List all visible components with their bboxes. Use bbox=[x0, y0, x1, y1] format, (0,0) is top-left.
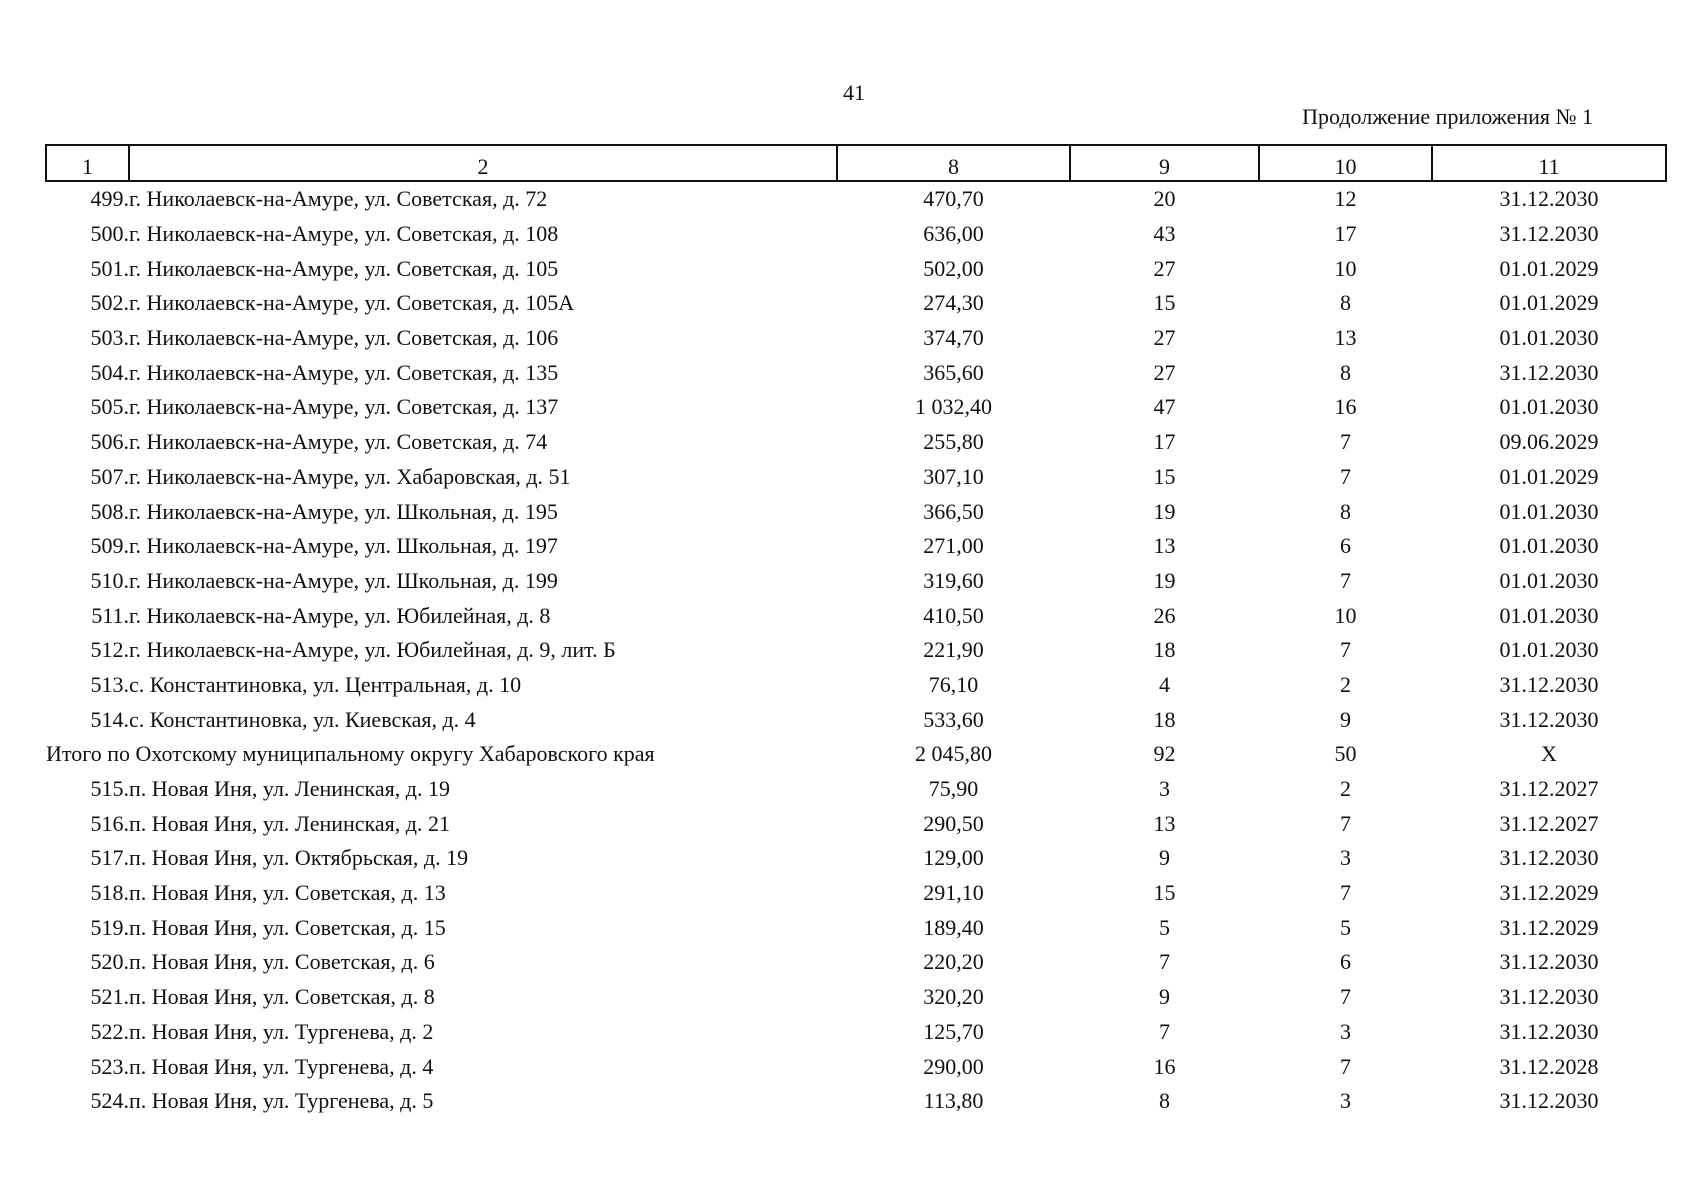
cell-date: 31.12.2030 bbox=[1499, 1018, 1599, 1044]
cell-col10: 7 bbox=[1340, 567, 1351, 593]
cell-date: 31.12.2030 bbox=[1499, 186, 1599, 212]
cell-area: 290,50 bbox=[923, 810, 984, 836]
cell-col10: 7 bbox=[1340, 810, 1351, 836]
row-number: 517. bbox=[90, 845, 129, 871]
table-row bbox=[46, 1015, 1666, 1050]
cell-col10: 8 bbox=[1340, 290, 1351, 316]
table-row bbox=[46, 286, 1666, 321]
cell-col10: 3 bbox=[1340, 1018, 1351, 1044]
cell-col10: 50 bbox=[1334, 741, 1357, 767]
cell-date: 31.12.2027 bbox=[1499, 810, 1599, 836]
cell-area: 533,60 bbox=[923, 706, 984, 732]
cell-area: 274,30 bbox=[923, 290, 984, 316]
column-header-1: 1 bbox=[46, 145, 129, 181]
cell-date: 01.01.2030 bbox=[1499, 325, 1599, 351]
table-row bbox=[46, 1049, 1666, 1084]
page-number: 41 bbox=[843, 80, 865, 105]
cell-area: 320,20 bbox=[923, 984, 984, 1010]
table-row bbox=[46, 702, 1666, 737]
table-row bbox=[46, 633, 1666, 668]
row-number: 505. bbox=[90, 394, 129, 420]
cell-area: 129,00 bbox=[923, 845, 984, 871]
cell-area: 125,70 bbox=[923, 1018, 984, 1044]
cell-area: 290,00 bbox=[923, 1053, 984, 1079]
row-address: п. Новая Иня, ул. Советская, д. 8 bbox=[129, 984, 435, 1010]
cell-col9: 18 bbox=[1153, 637, 1176, 663]
table-row bbox=[46, 390, 1666, 425]
cell-col10: 7 bbox=[1340, 880, 1351, 906]
cell-col10: 9 bbox=[1340, 706, 1351, 732]
row-number: 522. bbox=[90, 1018, 129, 1044]
cell-date: 09.06.2029 bbox=[1499, 429, 1599, 455]
cell-col9: 43 bbox=[1153, 221, 1176, 247]
appendix-note: Продолжение приложения № 1 bbox=[1302, 104, 1593, 129]
cell-col10: 10 bbox=[1334, 255, 1357, 281]
row-number: 512. bbox=[90, 637, 129, 663]
header-row bbox=[46, 145, 1666, 181]
cell-date: 01.01.2030 bbox=[1499, 533, 1599, 559]
cell-col9: 9 bbox=[1159, 845, 1170, 871]
cell-col10: 6 bbox=[1340, 533, 1351, 559]
table-row bbox=[46, 460, 1666, 495]
row-address: с. Константиновка, ул. Центральная, д. 10 bbox=[129, 671, 522, 697]
cell-date: 31.12.2027 bbox=[1499, 776, 1599, 802]
cell-col9: 92 bbox=[1153, 741, 1176, 767]
cell-date: 01.01.2030 bbox=[1499, 498, 1599, 524]
cell-date: 31.12.2029 bbox=[1499, 914, 1599, 940]
row-address: п. Новая Иня, ул. Советская, д. 15 bbox=[129, 914, 446, 940]
table-header bbox=[46, 145, 1666, 181]
table-row bbox=[46, 425, 1666, 460]
column-header-11: 11 bbox=[1432, 145, 1666, 181]
row-number: 515. bbox=[90, 776, 129, 802]
row-address: г. Николаевск-на-Амуре, ул. Советская, д. 135 bbox=[129, 359, 559, 385]
cell-col9: 5 bbox=[1159, 914, 1170, 940]
cell-col10: 8 bbox=[1340, 498, 1351, 524]
row-number: 511. bbox=[91, 602, 129, 628]
row-address: г. Николаевск-на-Амуре, ул. Юбилейная, д. 9, лит. Б bbox=[129, 637, 616, 663]
table-row bbox=[46, 772, 1666, 807]
cell-col9: 27 bbox=[1153, 255, 1176, 281]
cell-col10: 6 bbox=[1340, 949, 1351, 975]
cell-area: 113,80 bbox=[923, 1088, 984, 1114]
row-number: 514. bbox=[90, 706, 129, 732]
cell-date: 01.01.2029 bbox=[1499, 290, 1599, 316]
table-row bbox=[46, 910, 1666, 945]
row-number: 510. bbox=[90, 567, 129, 593]
cell-date: 31.12.2030 bbox=[1499, 949, 1599, 975]
row-number: 521. bbox=[90, 984, 129, 1010]
cell-date: 31.12.2030 bbox=[1499, 1088, 1599, 1114]
row-number: 518. bbox=[90, 880, 129, 906]
cell-date: 01.01.2030 bbox=[1499, 602, 1599, 628]
table-row bbox=[46, 529, 1666, 564]
cell-area: 76,10 bbox=[928, 671, 979, 697]
cell-col9: 4 bbox=[1159, 671, 1170, 697]
row-number: 502. bbox=[90, 290, 129, 316]
cell-date: X bbox=[1541, 741, 1557, 767]
cell-area: 220,20 bbox=[923, 949, 984, 975]
cell-col9: 19 bbox=[1153, 498, 1176, 524]
cell-date: 31.12.2030 bbox=[1499, 706, 1599, 732]
cell-col10: 12 bbox=[1334, 186, 1357, 212]
cell-col9: 19 bbox=[1153, 567, 1176, 593]
row-address: г. Николаевск-на-Амуре, ул. Школьная, д. 197 bbox=[129, 533, 558, 559]
cell-col10: 13 bbox=[1334, 325, 1357, 351]
row-number: 501. bbox=[90, 255, 129, 281]
table-row bbox=[46, 494, 1666, 529]
cell-area: 189,40 bbox=[923, 914, 984, 940]
cell-area: 470,70 bbox=[923, 186, 984, 212]
cell-area: 291,10 bbox=[923, 880, 984, 906]
column-header-8: 8 bbox=[837, 145, 1070, 181]
row-address: с. Константиновка, ул. Киевская, д. 4 bbox=[129, 706, 476, 732]
cell-col9: 3 bbox=[1159, 776, 1170, 802]
cell-col9: 7 bbox=[1159, 1018, 1170, 1044]
row-number: 519. bbox=[90, 914, 129, 940]
row-number: 513. bbox=[90, 671, 129, 697]
cell-col10: 10 bbox=[1334, 602, 1357, 628]
cell-col10: 17 bbox=[1334, 221, 1357, 247]
cell-col9: 8 bbox=[1159, 1088, 1170, 1114]
cell-area: 366,50 bbox=[923, 498, 984, 524]
row-number: 523. bbox=[90, 1053, 129, 1079]
table-row bbox=[46, 564, 1666, 599]
cell-date: 01.01.2029 bbox=[1499, 463, 1599, 489]
column-header-10: 10 bbox=[1259, 145, 1432, 181]
cell-col10: 8 bbox=[1340, 359, 1351, 385]
row-number: 499. bbox=[90, 186, 129, 212]
column-header-2: 2 bbox=[129, 145, 837, 181]
row-address: г. Николаевск-на-Амуре, ул. Хабаровская, д. 51 bbox=[129, 463, 571, 489]
row-number: 504. bbox=[90, 359, 129, 385]
cell-area: 374,70 bbox=[923, 325, 984, 351]
cell-area: 75,90 bbox=[928, 776, 979, 802]
cell-col9: 16 bbox=[1153, 1053, 1176, 1079]
row-address: г. Николаевск-на-Амуре, ул. Советская, д. 72 bbox=[129, 186, 548, 212]
cell-col9: 18 bbox=[1153, 706, 1176, 732]
cell-date: 31.12.2030 bbox=[1499, 359, 1599, 385]
row-address: г. Николаевск-на-Амуре, ул. Юбилейная, д. 8 bbox=[129, 602, 551, 628]
table-row bbox=[46, 668, 1666, 703]
cell-col10: 7 bbox=[1340, 637, 1351, 663]
cell-col10: 7 bbox=[1340, 984, 1351, 1010]
cell-col9: 7 bbox=[1159, 949, 1170, 975]
table-row bbox=[46, 598, 1666, 633]
table-row bbox=[46, 251, 1666, 286]
cell-col10: 7 bbox=[1340, 1053, 1351, 1079]
cell-col9: 20 bbox=[1153, 186, 1176, 212]
row-address: г. Николаевск-на-Амуре, ул. Советская, д. 137 bbox=[129, 394, 559, 420]
cell-col10: 3 bbox=[1340, 845, 1351, 871]
table-row bbox=[46, 181, 1666, 217]
cell-area: 307,10 bbox=[923, 463, 984, 489]
row-address: п. Новая Иня, ул. Ленинская, д. 21 bbox=[129, 810, 450, 836]
row-address: г. Николаевск-на-Амуре, ул. Советская, д. 106 bbox=[129, 325, 559, 351]
cell-date: 01.01.2030 bbox=[1499, 637, 1599, 663]
row-number: 520. bbox=[90, 949, 129, 975]
table-row bbox=[46, 806, 1666, 841]
cell-area: 2 045,80 bbox=[915, 741, 992, 767]
cell-col9: 26 bbox=[1153, 602, 1176, 628]
cell-date: 31.12.2030 bbox=[1499, 671, 1599, 697]
row-number: 507. bbox=[90, 463, 129, 489]
total-label: Итого по Охотскому муниципальному округу Хабаровского края bbox=[46, 741, 655, 767]
cell-col10: 2 bbox=[1340, 671, 1351, 697]
cell-col9: 15 bbox=[1153, 880, 1176, 906]
cell-date: 01.01.2030 bbox=[1499, 394, 1599, 420]
column-header-9: 9 bbox=[1070, 145, 1259, 181]
cell-date: 31.12.2030 bbox=[1499, 221, 1599, 247]
cell-area: 271,00 bbox=[923, 533, 984, 559]
cell-col10: 7 bbox=[1340, 429, 1351, 455]
row-address: п. Новая Иня, ул. Советская, д. 6 bbox=[129, 949, 435, 975]
cell-area: 410,50 bbox=[923, 602, 984, 628]
cell-col9: 13 bbox=[1153, 533, 1176, 559]
cell-col9: 15 bbox=[1153, 463, 1176, 489]
table-row bbox=[46, 355, 1666, 390]
cell-col9: 15 bbox=[1153, 290, 1176, 316]
cell-area: 319,60 bbox=[923, 567, 984, 593]
row-number: 506. bbox=[90, 429, 129, 455]
row-address: г. Николаевск-на-Амуре, ул. Советская, д. 105 bbox=[129, 255, 559, 281]
cell-col10: 16 bbox=[1334, 394, 1357, 420]
row-address: п. Новая Иня, ул. Тургенева, д. 2 bbox=[129, 1018, 434, 1044]
cell-col10: 2 bbox=[1340, 776, 1351, 802]
cell-area: 365,60 bbox=[923, 359, 984, 385]
cell-date: 01.01.2030 bbox=[1499, 567, 1599, 593]
cell-date: 31.12.2030 bbox=[1499, 845, 1599, 871]
table-row bbox=[46, 1084, 1666, 1119]
cell-col10: 5 bbox=[1340, 914, 1351, 940]
cell-date: 01.01.2029 bbox=[1499, 255, 1599, 281]
cell-col9: 27 bbox=[1153, 325, 1176, 351]
row-address: п. Новая Иня, ул. Советская, д. 13 bbox=[129, 880, 446, 906]
total-row bbox=[46, 737, 1666, 772]
cell-area: 502,00 bbox=[923, 255, 984, 281]
table-row bbox=[46, 945, 1666, 980]
cell-area: 1 032,40 bbox=[915, 394, 992, 420]
table-body bbox=[46, 181, 1666, 1119]
table-row bbox=[46, 217, 1666, 252]
row-address: г. Николаевск-на-Амуре, ул. Школьная, д. 199 bbox=[129, 567, 558, 593]
row-address: г. Николаевск-на-Амуре, ул. Советская, д. 105А bbox=[129, 290, 575, 316]
cell-col9: 9 bbox=[1159, 984, 1170, 1010]
cell-col9: 47 bbox=[1153, 394, 1176, 420]
table-row bbox=[46, 876, 1666, 911]
cell-area: 255,80 bbox=[923, 429, 984, 455]
data-table bbox=[45, 144, 1667, 1119]
row-number: 508. bbox=[90, 498, 129, 524]
table-row bbox=[46, 321, 1666, 356]
cell-col10: 7 bbox=[1340, 463, 1351, 489]
row-address: п. Новая Иня, ул. Тургенева, д. 5 bbox=[129, 1088, 434, 1114]
cell-date: 31.12.2028 bbox=[1499, 1053, 1599, 1079]
row-number: 509. bbox=[90, 533, 129, 559]
row-address: г. Николаевск-на-Амуре, ул. Советская, д. 108 bbox=[129, 221, 559, 247]
row-number: 524. bbox=[90, 1088, 129, 1114]
row-address: п. Новая Иня, ул. Октябрьская, д. 19 bbox=[129, 845, 469, 871]
cell-date: 31.12.2030 bbox=[1499, 984, 1599, 1010]
row-address: г. Николаевск-на-Амуре, ул. Советская, д. 74 bbox=[129, 429, 548, 455]
cell-col10: 3 bbox=[1340, 1088, 1351, 1114]
cell-col9: 27 bbox=[1153, 359, 1176, 385]
row-address: п. Новая Иня, ул. Ленинская, д. 19 bbox=[129, 776, 450, 802]
cell-col9: 17 bbox=[1153, 429, 1176, 455]
row-address: г. Николаевск-на-Амуре, ул. Школьная, д. 195 bbox=[129, 498, 558, 524]
table-row bbox=[46, 841, 1666, 876]
row-number: 516. bbox=[90, 810, 129, 836]
table-row bbox=[46, 980, 1666, 1015]
cell-col9: 13 bbox=[1153, 810, 1176, 836]
row-number: 500. bbox=[90, 221, 129, 247]
cell-date: 31.12.2029 bbox=[1499, 880, 1599, 906]
row-address: п. Новая Иня, ул. Тургенева, д. 4 bbox=[129, 1053, 434, 1079]
cell-area: 636,00 bbox=[923, 221, 984, 247]
row-number: 503. bbox=[90, 325, 129, 351]
cell-area: 221,90 bbox=[923, 637, 984, 663]
